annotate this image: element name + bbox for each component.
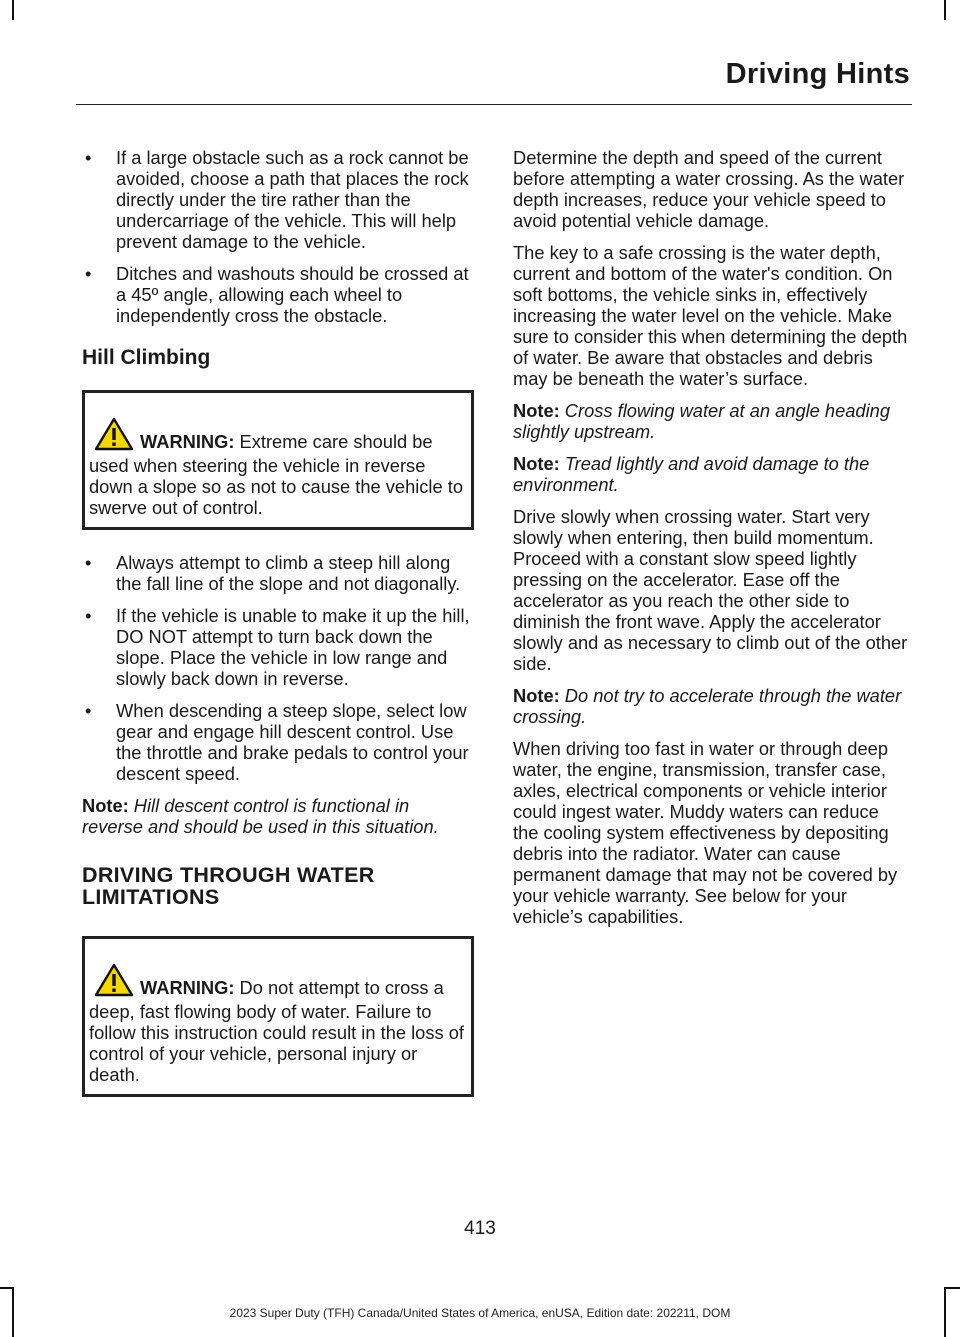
list-item: • If the vehicle is unable to make it up the hill, DO NOT attempt to turn back down the slope. Place the vehicle in low range and slowly back down in reverse. — [85, 605, 470, 689]
bullet-icon: • — [85, 147, 92, 168]
warning-text: Do not attempt to cross a deep, fast flowing body of water. Failure to follow this instruction could result in the loss of control of your vehicle, personal injury or death. — [89, 977, 464, 1085]
crop-mark-bottom-right-h — [944, 1287, 960, 1289]
warning-label: WARNING: — [140, 431, 235, 452]
note-do-not-accelerate: Note: Do not try to accelerate through the water crossing. — [513, 685, 902, 727]
hill-climbing-heading: Hill Climbing — [82, 346, 211, 369]
list-item: • If a large obstacle such as a rock cannot be avoided, choose a path that places the rock directly under the tire rather than the undercarriage of the vehicle. This will help prevent damage to the vehicle. — [85, 147, 469, 252]
page-number: 413 — [464, 1218, 496, 1239]
header-divider — [76, 104, 912, 105]
warning-label: WARNING: — [140, 977, 235, 998]
note-flowing-water: Note: Cross flowing water at an angle heading slightly upstream. — [513, 400, 890, 442]
note-tread-lightly: Note: Tread lightly and avoid damage to the environment. — [513, 453, 870, 495]
page-title: Driving Hints — [725, 58, 910, 90]
crop-mark-top-left — [12, 0, 14, 20]
warning-box-reverse-slope — [82, 390, 474, 530]
crop-mark-bottom-left-h — [0, 1287, 14, 1289]
paragraph-too-fast: When driving too fast in water or through deep water, the engine, transmission, transfer case, axles, electrical components or vehicle interior could ingest water. Muddy waters can reduce the cooling system effectiveness by depositing debris into the radiator. Water can cause permanent damage that may not be covered by your vehicle warranty. See below for your vehicle’s capabilities. — [513, 738, 898, 927]
paragraph-depth-speed: Determine the depth and speed of the current before attempting a water crossing. As the water depth increases, reduce your vehicle speed to avoid potential vehicle damage. — [513, 147, 905, 231]
bullet-icon: • — [85, 605, 92, 626]
warning-box-deep-water — [82, 936, 474, 1097]
bullet-icon: • — [85, 552, 92, 573]
bullet-icon: • — [85, 263, 92, 284]
warning-triangle-icon — [94, 417, 134, 455]
obstacle-bullet-list — [82, 147, 474, 326]
bullet-icon: • — [85, 700, 92, 721]
edition-footer: 2023 Super Duty (TFH) Canada/United States of America, enUSA, Edition date: 202211, DOM — [229, 1306, 731, 1320]
hill-bullet-list — [82, 552, 474, 784]
list-item: • Ditches and washouts should be crossed at a 45º angle, allowing each wheel to independently cross the obstacle. — [85, 263, 469, 326]
list-item: • When descending a steep slope, select low gear and engage hill descent control. Use the throttle and brake pedals to control your descent speed. — [85, 700, 469, 784]
paragraph-safe-crossing: The key to a safe crossing is the water depth, current and bottom of the water's condition. On soft bottoms, the vehicle sinks in, effectively increasing the water level on the vehicle. Make sure to consider this when determining the depth of water. Be aware that obstacles and debris may be beneath the water’s surface. — [513, 242, 908, 389]
list-item: • Always attempt to climb a steep hill along the fall line of the slope and not diagonally. — [85, 552, 461, 594]
paragraph-drive-slowly: Drive slowly when crossing water. Start very slowly when entering, then build momentum. Proceed with a constant slow speed lightly pressing on the accelerator. Ease off the accelerator as you reach the other side to diminish the front wave. Apply the accelerator slowly and as necessary to climb out of the other side. — [513, 506, 908, 674]
crop-mark-top-right — [944, 0, 946, 20]
note-hill-descent: Note: Hill descent control is functional in reverse and should be used in this situation. — [82, 795, 439, 837]
right-column — [513, 147, 908, 938]
water-limitations-heading: DRIVING THROUGH WATER LIMITATIONS — [82, 863, 375, 909]
warning-text: Extreme care should be used when steering the vehicle in reverse down a slope so as not to cause the vehicle to swerve out of control. — [89, 431, 463, 518]
warning-triangle-icon — [94, 963, 134, 1001]
left-column — [82, 147, 474, 1119]
